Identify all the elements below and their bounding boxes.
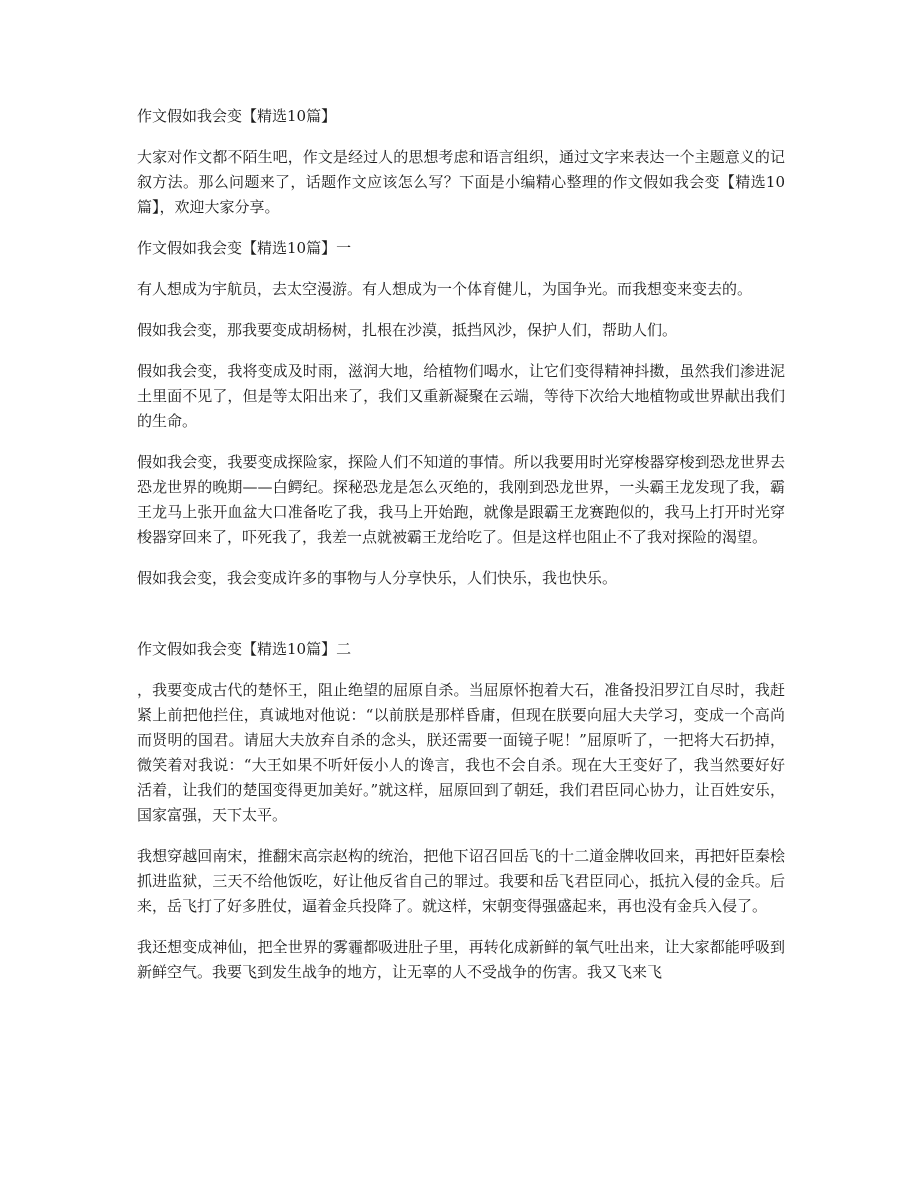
section-2-paragraph: ，我要变成古代的楚怀王，阻止绝望的屈原自杀。当屈原怀抱着大石，准备投汨罗江自尽时，我赶紧上前把他拦住，真诚地对他说：“以前朕是那样昏庸，但现在朕要向屈大夫学习，变成一个高尚而贤明的国君。请屈大夫放弃自杀的念头，朕还需要一面镜子呢！”屈原听了，一把将大石扔掉，微笑着对我说：“大王如果不听奸佞小人的谗言，我也不会自杀。现在大王变好了，我当然要好好活着，让我们的楚国变得更加美好。”就这样，屈原回到了朝廷，我们君臣同心协力，让百姓安乐，国家富强，天下太平。 xyxy=(137,681,785,824)
document-body xyxy=(137,104,785,1001)
document-title: 作文假如我会变【精选10篇】 xyxy=(137,107,337,125)
intro-paragraph: 大家对作文都不陌生吧，作文是经过人的思想考虑和语言组织，通过文字来表达一个主题意义的记叙方法。那么问题来了，话题作文应该怎么写？下面是小编精心整理的作文假如我会变【精选10篇】，欢迎大家分享。 xyxy=(137,148,785,216)
section-1-paragraph: 假如我会变，我要变成探险家，探险人们不知道的事情。所以我要用时光穿梭器穿梭到恐龙世界去恐龙世界的晚期——白鳄纪。探秘恐龙是怎么灭绝的，我刚到恐龙世界，一头霸王龙发现了我，霸王龙马上张开血盆大口准备吃了我，我马上开始跑，就像是跟霸王龙赛跑似的，我马上打开时光穿梭器穿回来了，吓死我了，我差一点就被霸王龙给吃了。但是这样也阻止不了我对探险的渴望。 xyxy=(137,453,785,546)
section-2-paragraph: 我还想变成神仙，把全世界的雾霾都吸进肚子里，再转化成新鲜的氧气吐出来，让大家都能呼吸到新鲜空气。我要飞到发生战争的地方，让无辜的人不受战争的伤害。我又飞来飞 xyxy=(137,938,785,981)
section-1-paragraph: 假如我会变，那我要变成胡杨树，扎根在沙漠，抵挡风沙，保护人们，帮助人们。 xyxy=(137,321,678,339)
section-2-heading: 作文假如我会变【精选10篇】二 xyxy=(137,640,352,658)
section-1-paragraph: 有人想成为宇航员，去太空漫游。有人想成为一个体育健儿，为国争光。而我想变来变去的。 xyxy=(137,280,753,298)
section-1-heading: 作文假如我会变【精选10篇】一 xyxy=(137,239,352,257)
section-2-paragraph: 我想穿越回南宋，推翻宋高宗赵构的统治，把他下诏召回岳飞的十二道金牌收回来，再把奸臣秦桧抓进监狱，三天不给他饭吃，好让他反省自己的罪过。我要和岳飞君臣同心，抵抗入侵的金兵。后来，岳飞打了好多胜仗，逼着金兵投降了。就这样，宋朝变得强盛起来，再也没有金兵入侵了。 xyxy=(137,847,785,915)
section-1-paragraph: 假如我会变，我会变成许多的事物与人分享快乐，人们快乐，我也快乐。 xyxy=(137,569,618,587)
section-1-paragraph: 假如我会变，我将变成及时雨，滋润大地，给植物们喝水，让它们变得精神抖擞，虽然我们渗进泥土里面不见了，但是等太阳出来了，我们又重新凝聚在云端，等待下次给大地植物或世界献出我们的生命。 xyxy=(137,362,785,430)
section-spacer xyxy=(137,607,785,637)
